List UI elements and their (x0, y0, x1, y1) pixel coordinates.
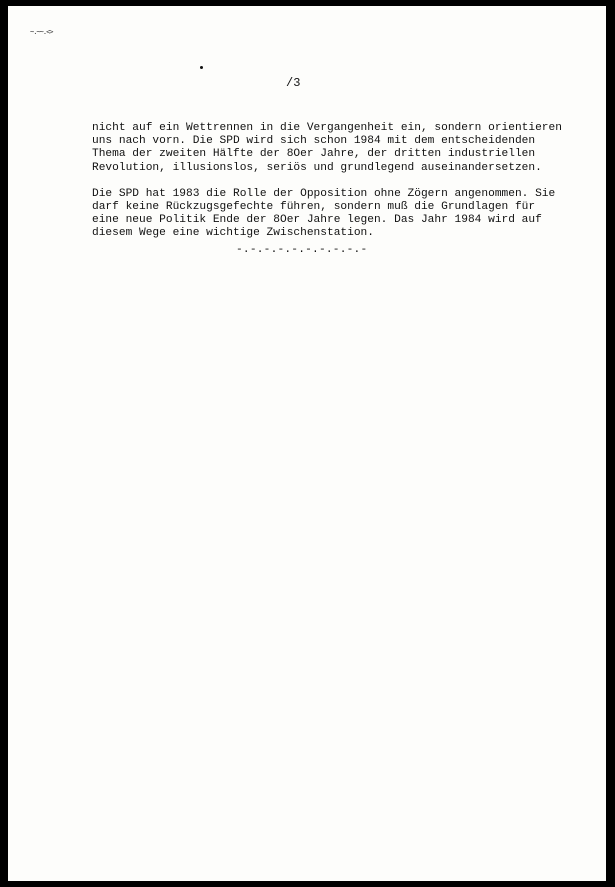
body-text (92, 122, 572, 254)
ink-speck (200, 66, 203, 69)
end-separator: -.-.-.-.-.-.-.-.-.- (236, 244, 368, 256)
text-line: Die SPD hat 1983 die Rolle der Opposition ohne Zögern angenommen. Sie (92, 187, 556, 200)
text-line: eine neue Politik Ende der 8Oer Jahre legen. Das Jahr 1984 wird auf (92, 214, 542, 227)
text-line: Revolution, illusionslos, seriös und grundlegend auseinandersetzen. (92, 161, 542, 174)
page-number: /3 (286, 76, 301, 90)
text-line: uns nach vorn. Die SPD wird sich schon 1984 mit dem entscheidenden (92, 135, 536, 148)
corner-mark: ~.~~.<> (30, 28, 53, 36)
paragraph-1 (92, 122, 572, 175)
paragraph-2 (92, 188, 572, 241)
text-line: Thema der zweiten Hälfte der 8Oer Jahre, der dritten industriellen (92, 148, 536, 161)
text-line: nicht auf ein Wettrennen in die Vergangenheit ein, sondern orientieren (92, 122, 562, 134)
text-line: diesem Wege eine wichtige Zwischenstation. (92, 227, 374, 240)
text-line: darf keine Rückzugsgefechte führen, sondern muß die Grundlagen für (92, 201, 536, 214)
document-page (8, 6, 606, 881)
